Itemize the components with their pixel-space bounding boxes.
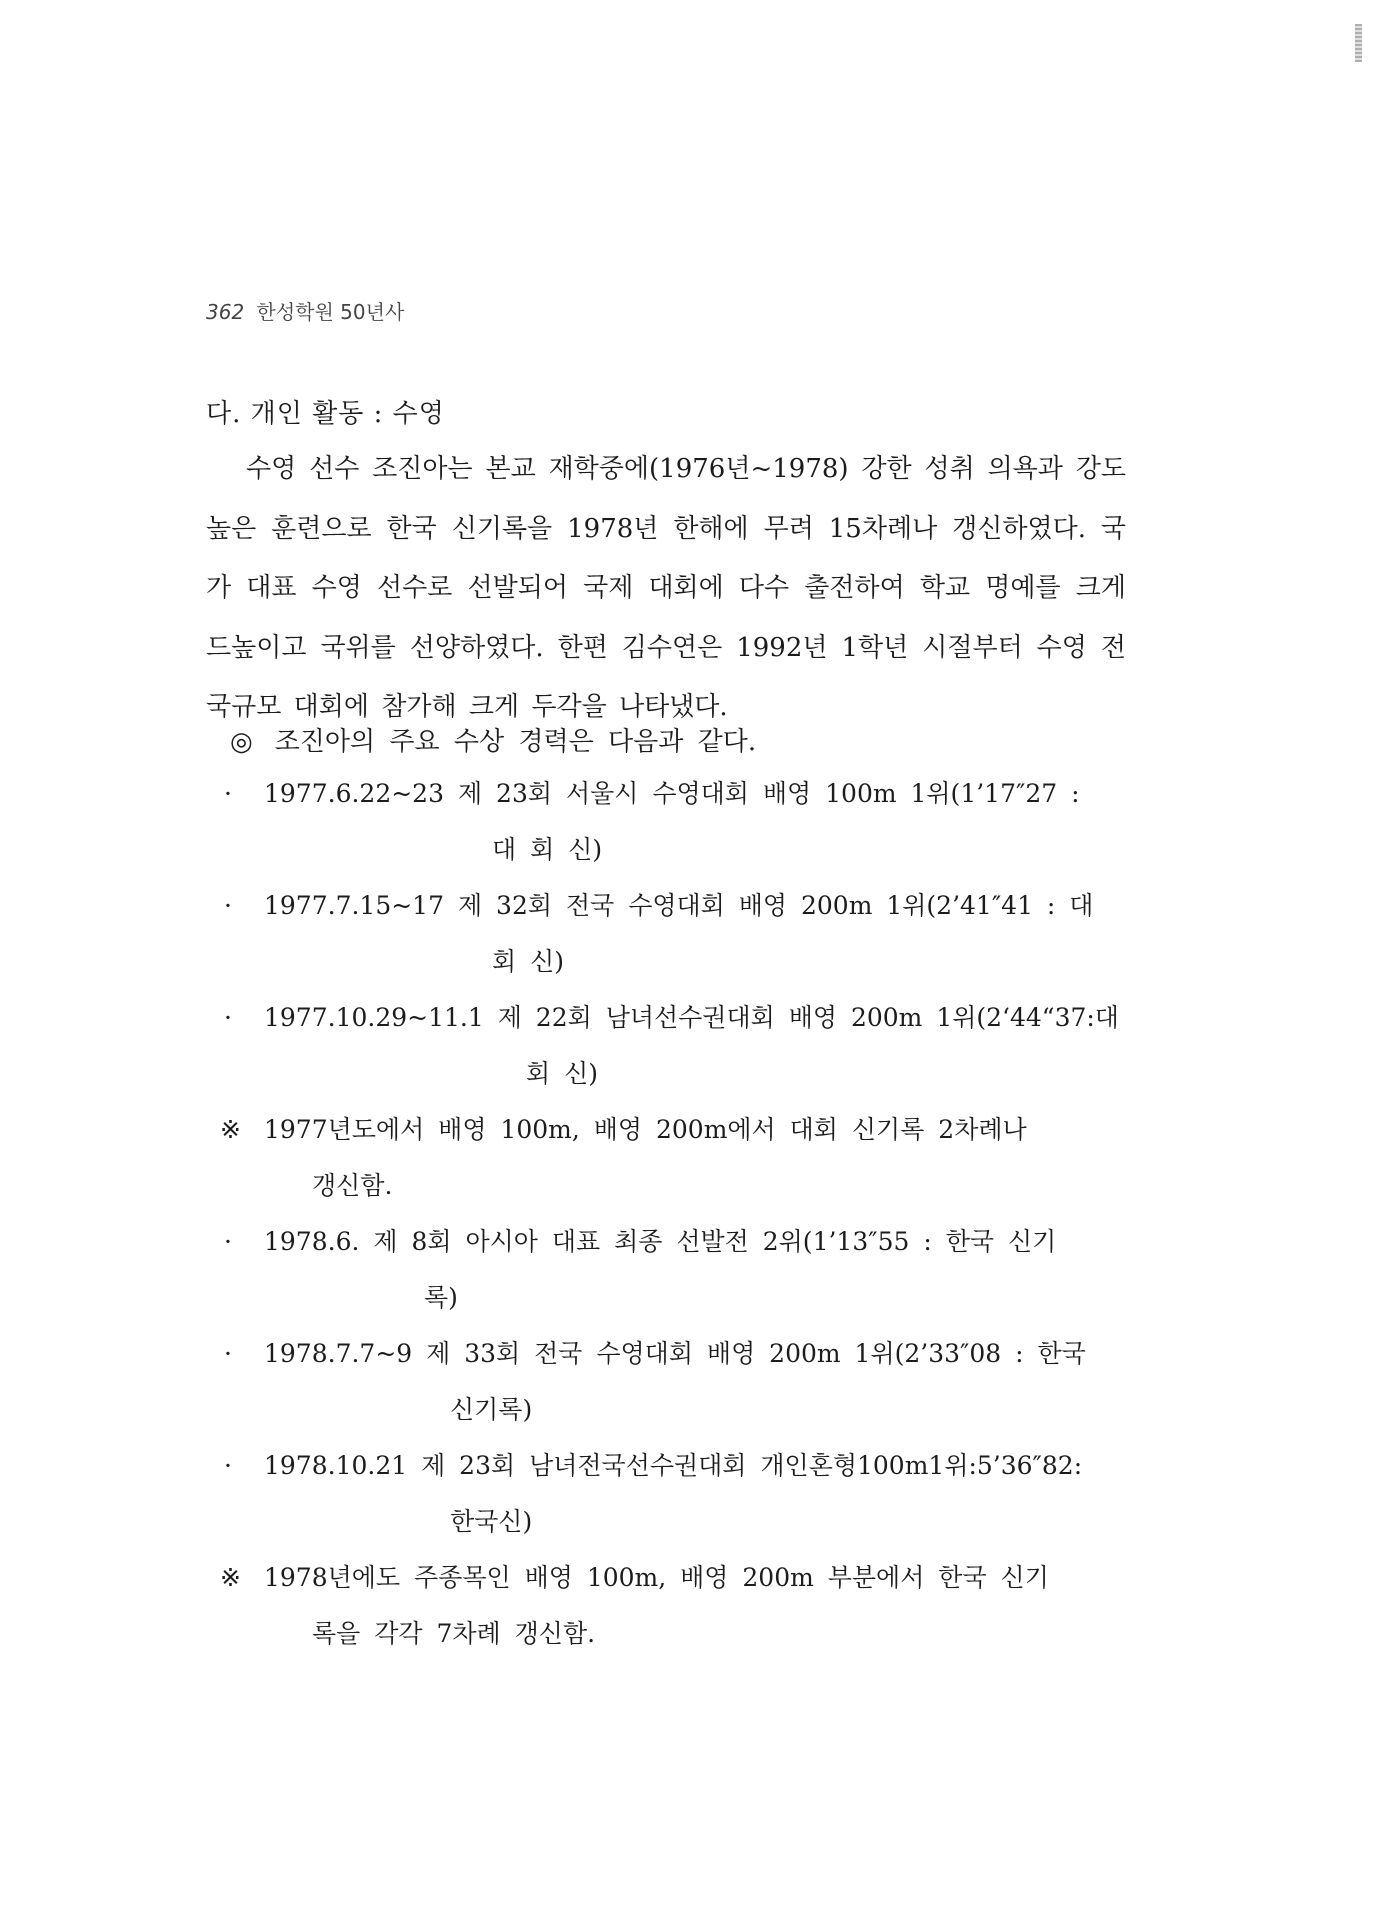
- award-list-intro-text: 조진아의 주요 수상 경력은 다음과 같다.: [274, 727, 757, 757]
- award-item-line1: 1977.6.22~23 제 23회 서울시 수영대회 배영 100m 1위(1’17″27 :: [264, 779, 1080, 808]
- award-item: [220, 1438, 1126, 1550]
- award-note: [220, 1550, 1126, 1662]
- page-number: 362: [206, 300, 245, 324]
- award-item: [220, 1214, 1126, 1326]
- bullet-icon: ·: [224, 891, 232, 920]
- book-title: 한성학원 50년사: [256, 300, 405, 324]
- bullet-icon: ·: [224, 1003, 232, 1032]
- award-note-line2: 록을 각각 7차례 갱신함.: [312, 1619, 596, 1648]
- double-circle-icon: ◎: [230, 727, 253, 757]
- section-title: 다. 개인 활동 : 수영: [206, 399, 445, 429]
- body-paragraph: 수영 선수 조진아는 본교 재학중에(1976년~1978) 강한 성취 의욕과 강도 높은 훈련으로 한국 신기록을 1978년 한해에 무려 15차례나 갱신하였다. 국가 대표 수영 선수로 선발되어 국제 대회에 다수 출전하여 학교 명예를 크게 드높이고 국위를 선양하였다. 한편 김수연은 1992년 1학년 시절부터 수영 전국규모 대회에 참가해 크게 두각을 나타냈다.: [206, 454, 1126, 722]
- award-item-line2: 한국신): [450, 1507, 533, 1536]
- award-item: [220, 878, 1126, 990]
- award-item-line1: 1978.10.21 제 23회 남녀전국선수권대회 개인혼형100m1위:5’36″82:: [264, 1451, 1083, 1480]
- award-item-line2: 신기록): [450, 1395, 533, 1424]
- reference-mark-icon: ※: [220, 1115, 241, 1144]
- bullet-icon: ·: [224, 1451, 232, 1480]
- scan-artifact: [1355, 24, 1362, 62]
- award-list-intro: [230, 726, 756, 758]
- award-item: [220, 766, 1126, 878]
- award-item-line2: 대 회 신): [492, 835, 603, 864]
- award-item: [220, 1326, 1126, 1438]
- page-header: [206, 296, 404, 325]
- bullet-icon: ·: [224, 1227, 232, 1256]
- reference-mark-icon: ※: [220, 1563, 241, 1592]
- award-note: [220, 1102, 1126, 1214]
- award-item-line1: 1978.7.7~9 제 33회 전국 수영대회 배영 200m 1위(2’33″08 : 한국: [264, 1339, 1086, 1368]
- award-note-line2: 갱신함.: [312, 1171, 393, 1200]
- award-note-line1: 1977년도에서 배영 100m, 배영 200m에서 대회 신기록 2차례나: [264, 1115, 1027, 1144]
- award-item-line2: 회 신): [492, 947, 565, 976]
- award-item-line1: 1978.6. 제 8회 아시아 대표 최종 선발전 2위(1’13″55 : 한국 신기: [264, 1227, 1057, 1256]
- award-note-line1: 1978년에도 주종목인 배영 100m, 배영 200m 부분에서 한국 신기: [264, 1563, 1049, 1592]
- award-item-line2: 회 신): [526, 1059, 599, 1088]
- award-item-line1: 1977.10.29~11.1 제 22회 남녀선수권대회 배영 200m 1위(2‘44“37:대: [264, 1003, 1119, 1032]
- bullet-icon: ·: [224, 779, 232, 808]
- bullet-icon: ·: [224, 1339, 232, 1368]
- award-item: [220, 990, 1126, 1102]
- award-item-line1: 1977.7.15~17 제 32회 전국 수영대회 배영 200m 1위(2’41″41 : 대: [264, 891, 1094, 920]
- award-item-line2: 록): [424, 1283, 458, 1312]
